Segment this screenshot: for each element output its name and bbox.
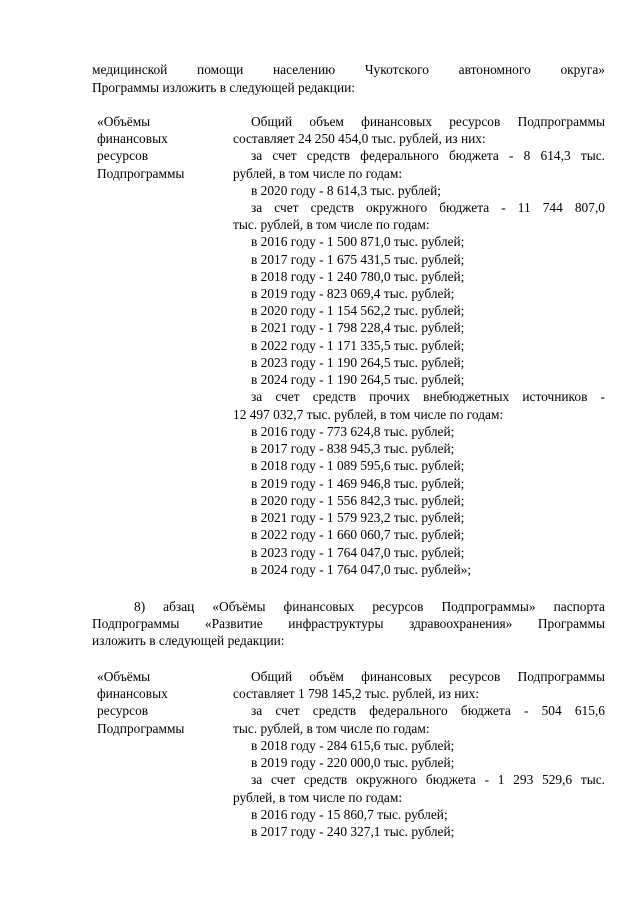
intro-line-1: медицинской помощи населению Чукотского автономного округа» (92, 62, 605, 77)
block1-line: в 2021 году - 1 579 923,2 тыс. рублей; (251, 510, 465, 525)
block1-line: в 2020 году - 1 556 842,3 тыс. рублей; (251, 493, 465, 508)
block2-label-line: Подпрограммы (97, 721, 185, 736)
block2-label-line: финансовых (97, 686, 168, 701)
block1-line: в 2016 году - 1 500 871,0 тыс. рублей; (251, 234, 465, 249)
block1-line: в 2021 году - 1 798 228,4 тыс. рублей; (251, 320, 465, 335)
block2-line: в 2019 году - 220 000,0 тыс. рублей; (251, 755, 455, 770)
block2-line: за счет средств федерального бюджета - 504 615,6 (251, 703, 605, 718)
intro-line-2: Программы изложить в следующей редакции: (92, 80, 355, 95)
block1-line: в 2018 году - 1 089 595,6 тыс. рублей; (251, 458, 465, 473)
block2-line: рублей, в том числе по годам: (233, 790, 403, 805)
para8-line-2: Подпрограммы «Развитие инфраструктуры здравоохранения» Программы (92, 616, 605, 631)
block1-label-line: Подпрограммы (97, 166, 185, 181)
block1-line: в 2023 году - 1 764 047,0 тыс. рублей; (251, 545, 465, 560)
block2-line: за счет средств окружного бюджета - 1 293 529,6 тыс. (251, 772, 605, 787)
block1-line: в 2019 году - 1 469 946,8 тыс. рублей; (251, 476, 465, 491)
block1-line: в 2017 году - 1 675 431,5 тыс. рублей; (251, 252, 465, 267)
block1-line: в 2022 году - 1 171 335,5 тыс. рублей; (251, 338, 465, 353)
block1-label-line: ресурсов (97, 148, 149, 163)
block1-label-line: «Объёмы (97, 114, 151, 129)
block1-line: в 2020 году - 1 154 562,2 тыс. рублей; (251, 303, 465, 318)
block1-line: в 2022 году - 1 660 060,7 тыс. рублей; (251, 527, 465, 542)
block1-line: в 2020 году - 8 614,3 тыс. рублей; (251, 183, 441, 198)
block1-line: тыс. рублей, в том числе по годам: (233, 217, 430, 232)
para8-line-1: 8) абзац «Объёмы финансовых ресурсов Подпрограммы» паспорта (134, 599, 605, 614)
block1-line: в 2017 году - 838 945,3 тыс. рублей; (251, 441, 455, 456)
block1-line: за счет средств прочих внебюджетных источников - (251, 389, 605, 404)
block1-line: рублей, в том числе по годам: (233, 166, 403, 181)
para8-line-3: изложить в следующей редакции: (92, 633, 285, 648)
block1-line: за счет средств окружного бюджета - 11 744 807,0 (251, 200, 605, 215)
block1-line: в 2016 году - 773 624,8 тыс. рублей; (251, 424, 455, 439)
block2-line: в 2018 году - 284 615,6 тыс. рублей; (251, 738, 455, 753)
block1-label-line: финансовых (97, 131, 168, 146)
block1-line: в 2019 году - 823 069,4 тыс. рублей; (251, 286, 455, 301)
block2-line: в 2016 году - 15 860,7 тыс. рублей; (251, 807, 448, 822)
block2-line: составляет 1 798 145,2 тыс. рублей, из них: (233, 686, 480, 701)
block1-line: в 2024 году - 1 764 047,0 тыс. рублей»; (251, 562, 472, 577)
block1-line: в 2023 году - 1 190 264,5 тыс. рублей; (251, 355, 465, 370)
block2-line: в 2017 году - 240 327,1 тыс. рублей; (251, 824, 455, 839)
block1-line: Общий объем финансовых ресурсов Подпрограммы (251, 114, 605, 129)
block1-line: в 2018 году - 1 240 780,0 тыс. рублей; (251, 269, 465, 284)
block2-label-line: «Объёмы (97, 669, 151, 684)
block1-line: 12 497 032,7 тыс. рублей, в том числе по годам: (233, 407, 504, 422)
block1-line: в 2024 году - 1 190 264,5 тыс. рублей; (251, 372, 465, 387)
block1-line: составляет 24 250 454,0 тыс. рублей, из них: (233, 131, 486, 146)
block1-line: за счет средств федерального бюджета - 8 614,3 тыс. (251, 148, 605, 163)
block2-label-line: ресурсов (97, 703, 149, 718)
block2-line: Общий объём финансовых ресурсов Подпрограммы (251, 669, 605, 684)
block2-line: тыс. рублей, в том числе по годам: (233, 721, 430, 736)
